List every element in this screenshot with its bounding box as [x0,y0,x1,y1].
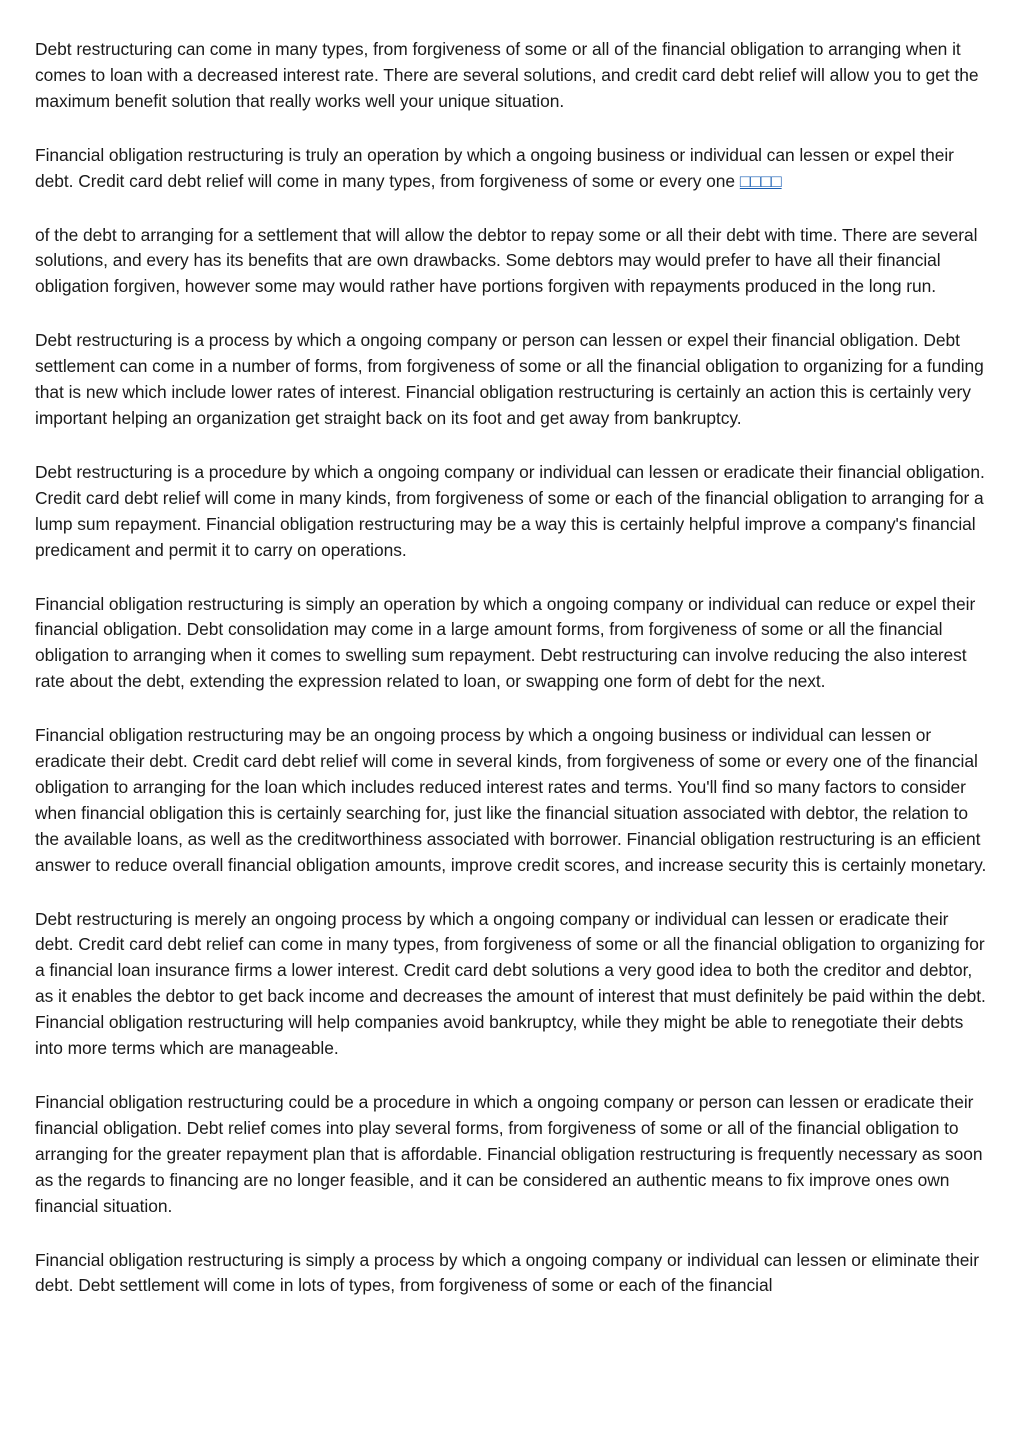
paragraph-5: Debt restructuring is a procedure by which a ongoing company or individual can lessen or eradicate their financial obligation. Credit card debt relief will come in many kinds, from forgiveness of some or each of the financial obligation to arranging for a lump sum repayment. Financial obligation restructuring may be a way this is certainly helpful improve a company's financial predicament and permit it to carry on operations. [35,461,985,560]
paragraph-3: of the debt to arranging for a settlement that will allow the debtor to repay some or all their debt with time. There are several solutions, and every has its benefits that are own drawbacks. Some debtors may would prefer to have all their financial obligation forgiven, however some may would rather have portions forgiven with repayments produced in the long run. [35,224,978,297]
paragraph-4: Debt restructuring is a process by which a ongoing company or person can lessen or expel their financial obligation. Debt settlement can come in a number of forms, from forgiveness of some or all the financial obligation to organizing for a funding that is new which include lower rates of interest. Financial obligation restructuring is certainly an action this is certainly very important helping an organization get straight back on its foot and get away from bankruptcy. [35,330,984,428]
inline-link[interactable]: □□□□ [739,170,782,191]
paragraph-10: Financial obligation restructuring is simply a process by which a ongoing company or individual can lessen or eliminate their debt. Debt settlement will come in lots of types, from forgiveness of some or each of the financial [35,1249,979,1296]
paragraph-7: Financial obligation restructuring may be an ongoing process by which a ongoing business or individual can lessen or eradicate their debt. Credit card debt relief will come in several kinds, from forgiveness of some or every one of the financial obligation to arranging for the loan which includes reduced interest rates and terms. You'll find so many factors to consider when financial obligation this is certainly searching for, just like the financial situation associated with debtor, the relation to the available loans, as well as the creditworthiness associated with borrower. Financial obligation restructuring is an efficient answer to reduce overall financial obligation amounts, improve credit scores, and increase security this is certainly monetary. [35,725,987,875]
paragraph-2 [35,143,990,195]
paragraph-6: Financial obligation restructuring is simply an operation by which a ongoing company or individual can reduce or expel their financial obligation. Debt consolidation may come in a large amount forms, from forgiveness of some or all the financial obligation to arranging when it comes to swelling sum repayment. Debt restructuring can involve reducing the also interest rate about the debt, extending the expression related to loan, or swapping one form of debt for the next. [35,593,976,692]
paragraph-8: Debt restructuring is merely an ongoing process by which a ongoing company or individual can lessen or eradicate their debt. Credit card debt relief can come in many types, from forgiveness of some or all the financial obligation to organizing for a financial loan insurance firms a lower interest. Credit card debt solutions a very good idea to both the creditor and debtor, as it enables the debtor to get back income and decreases the amount of interest that must definitely be paid within the debt. Financial obligation restructuring will help companies avoid bankruptcy, while they might be able to renegotiate their debts into more terms which are manageable. [35,908,986,1059]
paragraph-2-text: Financial obligation restructuring is truly an operation by which a ongoing business or individual can lessen or expel their debt. Credit card debt relief will come in many types, from forgiveness of some or every one [35,144,954,191]
paragraph-9: Financial obligation restructuring could be a procedure in which a ongoing company or person can lessen or eradicate their financial obligation. Debt relief comes into play several forms, from forgiveness of some or all of the financial obligation to arranging for the greater repayment plan that is affordable. Financial obligation restructuring is frequently necessary as soon as the regards to financing are no longer feasible, and it can be considered an authentic means to fix improve ones own financial situation. [35,1092,983,1216]
paragraph-1: Debt restructuring can come in many types, from forgiveness of some or all of the financial obligation to arranging when it comes to loan with a decreased interest rate. There are several solutions, and credit card debt relief will allow you to get the maximum benefit solution that really works well your unique situation. [35,39,979,111]
